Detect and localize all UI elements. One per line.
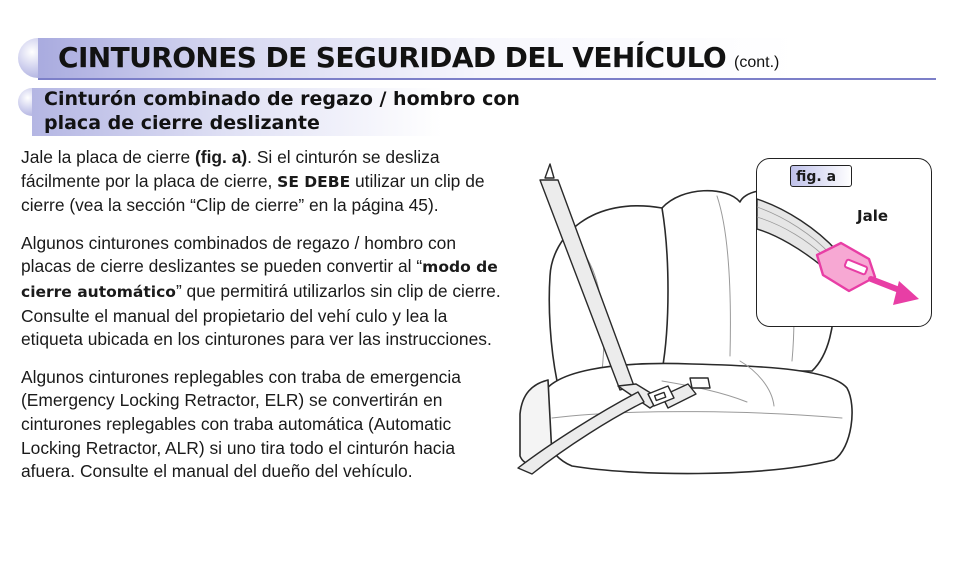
p1-fig-ref: (fig. a) bbox=[195, 147, 248, 167]
paragraph-1 bbox=[21, 146, 511, 218]
page-title-text: CINTURONES DE SEGURIDAD DEL VEHÍCULO bbox=[58, 41, 727, 74]
section-title-line-2: placa de cierre deslizante bbox=[44, 112, 320, 134]
p2-text-2: ” que permitirá utilizarlos sin clip de cierre. Consulte el manual del propietario del vehí culo y lea la etiqueta ubicada en los cinturones para ver las instrucciones. bbox=[21, 280, 501, 350]
p1-emphasis: SE DEBE bbox=[277, 172, 351, 191]
page-title bbox=[58, 38, 779, 83]
p1-text-1: Jale la placa de cierre bbox=[21, 147, 195, 167]
body-text bbox=[21, 146, 511, 498]
section-title bbox=[44, 87, 520, 135]
p1-text-3: utilizar un clip de cierre (vea la sección “Clip de cierre” en la página 45). bbox=[21, 170, 485, 216]
p1-text-2: . Si el cinturón se desliza fácilmente por la placa de cierre, bbox=[21, 147, 440, 191]
figure-label: fig. a bbox=[790, 165, 852, 187]
page-title-continued: (cont.) bbox=[734, 54, 780, 71]
pull-callout: Jale bbox=[857, 207, 889, 225]
main-header bbox=[18, 36, 936, 80]
section-title-line-1: Cinturón combinado de regazo / hombro con bbox=[44, 88, 520, 110]
p2-emphasis: modo de cierre automático bbox=[21, 258, 498, 301]
paragraph-2 bbox=[21, 232, 511, 352]
paragraph-3: Algunos cinturones replegables con traba de emergencia (Emergency Locking Retractor, ELR) se convertirán en cinturones replegables con traba automática (Automatic Locking Retractor, ALR) si uno tira todo el cinturón hacia afuera. Consulte el manual del dueño del vehículo. bbox=[21, 366, 461, 482]
p2-text-1: Algunos cinturones combinados de regazo / hombro con placas de cierre deslizantes se pueden convertir al “ bbox=[21, 232, 457, 277]
figure-a-inset bbox=[756, 158, 932, 327]
section-header bbox=[18, 86, 520, 136]
